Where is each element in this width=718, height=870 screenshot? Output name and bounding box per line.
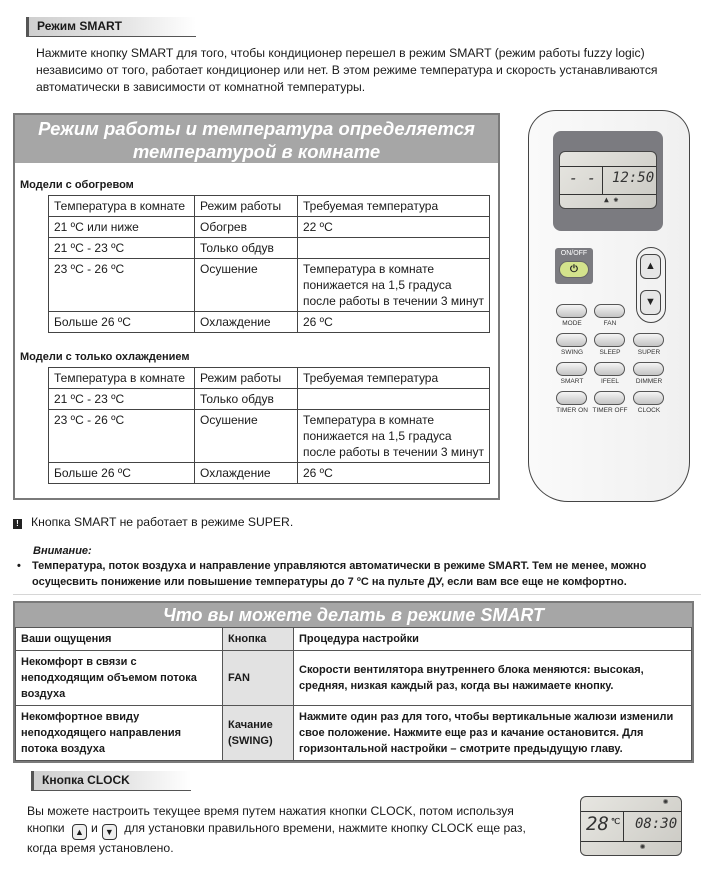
table-row: [49, 238, 490, 259]
header-cell: Ваши ощущения: [16, 628, 223, 651]
table-cell: 26 ºC: [298, 463, 490, 484]
attention-title: Внимание:: [33, 545, 92, 557]
note-text: Кнопка SMART не работает в режиме SUPER.: [31, 515, 294, 529]
clock-lcd-display: [580, 796, 682, 856]
table-cell: Некомфортное ввиду неподходящего направления потока воздуха: [16, 706, 223, 761]
clock-text-and: и: [90, 821, 98, 835]
table-cell: Некомфорт в связи с неподходящим объемом потока воздуха: [16, 651, 223, 706]
lcd-divider: [623, 811, 624, 841]
ifeel-label: IFEEL: [600, 378, 620, 385]
clock-button[interactable]: [633, 391, 664, 405]
table-cell: Больше 26 ºC: [49, 463, 195, 484]
table-cell: Нажмите один раз для того, чтобы вертикальные жалюзи изменили свое положение. Нажмите еще раз и качание остановится. Для горизонтальной настройки – смотрите предыдущую главу.: [294, 706, 692, 761]
mode-button[interactable]: [556, 304, 587, 318]
table-row: [49, 312, 490, 333]
clock-text-2: для установки правильного времени, нажмите кнопку CLOCK еще раз, когда время установлено.: [27, 821, 526, 855]
table-cell: Больше 26 ºC: [49, 312, 195, 333]
table-row: [49, 410, 490, 463]
sun-icon: ✺: [640, 842, 646, 852]
super-button[interactable]: [633, 333, 664, 347]
lcd-clock-time: 08:30: [635, 816, 678, 832]
power-button[interactable]: [559, 261, 589, 278]
table-cell: 26 ºC: [298, 312, 490, 333]
section-title-smart-mode: Режим SMART: [26, 17, 196, 37]
lcd-divider: [560, 166, 656, 167]
fan-button[interactable]: [594, 304, 625, 318]
arrow-up-icon: ▲: [645, 260, 656, 272]
mode-label: MODE: [562, 320, 582, 327]
clock-label: CLOCK: [637, 407, 661, 414]
table-header-row: [49, 196, 490, 217]
fan-icon: ✺: [663, 797, 669, 807]
table-cell: [298, 238, 490, 259]
fan-label: FAN: [603, 320, 617, 327]
header-cell: Кнопка: [223, 628, 294, 651]
cooling-models-table: [48, 367, 490, 484]
onoff-label: ON/OFF: [560, 250, 588, 257]
attention-body: Температура, поток воздуха и направление управляются автоматически в режиме SMART. Тем не менее, можно осущесвить понижение или повышение температуры до 7 ºC на пульте ДУ, если вам все еще не комфортно.: [32, 560, 647, 588]
lcd-mode-icons: ▲ ✺: [604, 195, 619, 204]
clock-text-1: Вы можете настроить текущее время путем нажатия кнопки CLOCK, потом используя кнопки: [27, 804, 514, 835]
table-cell: Только обдув: [195, 389, 298, 410]
table-cell: Качание (SWING): [223, 706, 294, 761]
clock-paragraph: [27, 803, 527, 857]
header-cell: Требуемая температура: [298, 368, 490, 389]
remote-control-illustration: [528, 110, 690, 502]
table-row: [49, 463, 490, 484]
lcd-divider: [581, 841, 681, 842]
intro-paragraph: Нажмите кнопку SMART для того, чтобы кондиционер перешел в режим SMART (режим работы fuzzy logic) независимо от того, работает кондиционер или нет. В этом режиме температура и скорость устанавливаются автоматически в зависимости от комнатной температуры.: [36, 46, 658, 94]
table-row: [49, 389, 490, 410]
timer-off-button[interactable]: [594, 391, 625, 405]
header-cell: Требуемая температура: [298, 196, 490, 217]
temp-arrows-frame: [636, 247, 666, 323]
table-header-row: [16, 628, 692, 651]
header-cell: Режим работы: [195, 368, 298, 389]
attention-text: [17, 558, 702, 590]
table-cell: 22 ºC: [298, 217, 490, 238]
bullet-icon: •: [17, 560, 21, 572]
lcd-temperature: 28: [586, 813, 609, 835]
table-cell: 21 ºC - 23 ºC: [49, 238, 195, 259]
table-row: [49, 259, 490, 312]
heating-models-subtitle: Модели с обогревом: [20, 179, 134, 191]
celsius-icon: ℃: [611, 817, 620, 826]
dimmer-button[interactable]: [633, 362, 664, 376]
table-cell: Осушение: [195, 259, 298, 312]
sleep-button[interactable]: [594, 333, 625, 347]
cooling-models-subtitle: Модели с только охлаждением: [20, 351, 190, 363]
timer-on-button[interactable]: [556, 391, 587, 405]
table-cell: Охлаждение: [195, 463, 298, 484]
swing-button[interactable]: [556, 333, 587, 347]
header-cell: Температура в комнате: [49, 368, 195, 389]
lcd-time: 12:50: [612, 170, 655, 186]
table-cell: FAN: [223, 651, 294, 706]
sleep-label: SLEEP: [599, 349, 621, 356]
table-cell: 21 ºC или ниже: [49, 217, 195, 238]
table-cell: Температура в комнате понижается на 1,5 градуса после работы в течении 3 минут: [298, 410, 490, 463]
heating-models-table: [48, 195, 490, 333]
timer-off-label: TIMER OFF: [592, 407, 628, 414]
smart-button[interactable]: [556, 362, 587, 376]
table-cell: Охлаждение: [195, 312, 298, 333]
table-cell: 23 ºC - 26 ºC: [49, 410, 195, 463]
table-cell: Скорости вентилятора внутреннего блока меняются: высокая, средняя, низкая каждый раз, когда вы нажимаете кнопку.: [294, 651, 692, 706]
section-title-clock: Кнопка CLOCK: [31, 771, 191, 791]
temp-up-button[interactable]: [640, 254, 661, 279]
power-icon: ⏻: [570, 264, 578, 275]
table-row: [49, 217, 490, 238]
remote-lcd-display: [559, 151, 657, 209]
header-cell: Процедура настройки: [294, 628, 692, 651]
divider: [13, 594, 701, 595]
table-row: [16, 651, 692, 706]
swing-label: SWING: [560, 349, 584, 356]
banner-line-1: Режим работы и температура определяется: [38, 118, 475, 139]
lcd-temp-dashes: - -: [569, 169, 597, 187]
table-cell: 23 ºC - 26 ºC: [49, 259, 195, 312]
dimmer-label: DIMMER: [635, 378, 663, 385]
mode-temperature-box: [13, 113, 500, 500]
mode-box-banner: [15, 113, 498, 163]
lcd-divider: [602, 166, 603, 194]
ifeel-button[interactable]: [594, 362, 625, 376]
remote-screen-frame: [553, 131, 663, 231]
table-header-row: [49, 368, 490, 389]
timer-on-label: TIMER ON: [556, 407, 588, 414]
smart-table-banner: Что вы можете делать в режиме SMART: [15, 603, 692, 627]
super-label: SUPER: [637, 349, 661, 356]
down-button-icon: ▼: [102, 824, 117, 840]
lcd-divider: [581, 811, 681, 812]
table-cell: 21 ºC - 23 ºC: [49, 389, 195, 410]
table-cell: Обогрев: [195, 217, 298, 238]
exclamation-icon: !: [13, 519, 22, 529]
table-cell: Температура в комнате понижается на 1,5 градуса после работы в течении 3 минут: [298, 259, 490, 312]
temp-down-button[interactable]: [640, 290, 661, 315]
table-cell: Осушение: [195, 410, 298, 463]
arrow-down-icon: ▼: [645, 296, 656, 308]
smart-actions-table: [15, 627, 692, 761]
header-cell: Режим работы: [195, 196, 298, 217]
smart-actions-box: [13, 601, 694, 763]
onoff-frame: [555, 248, 593, 284]
header-cell: Температура в комнате: [49, 196, 195, 217]
smart-label: SMART: [560, 378, 584, 385]
note-line: [13, 515, 293, 529]
table-row: [16, 706, 692, 761]
up-button-icon: ▲: [72, 824, 87, 840]
table-cell: [298, 389, 490, 410]
banner-line-2: температурой в комнате: [132, 141, 381, 162]
table-cell: Только обдув: [195, 238, 298, 259]
